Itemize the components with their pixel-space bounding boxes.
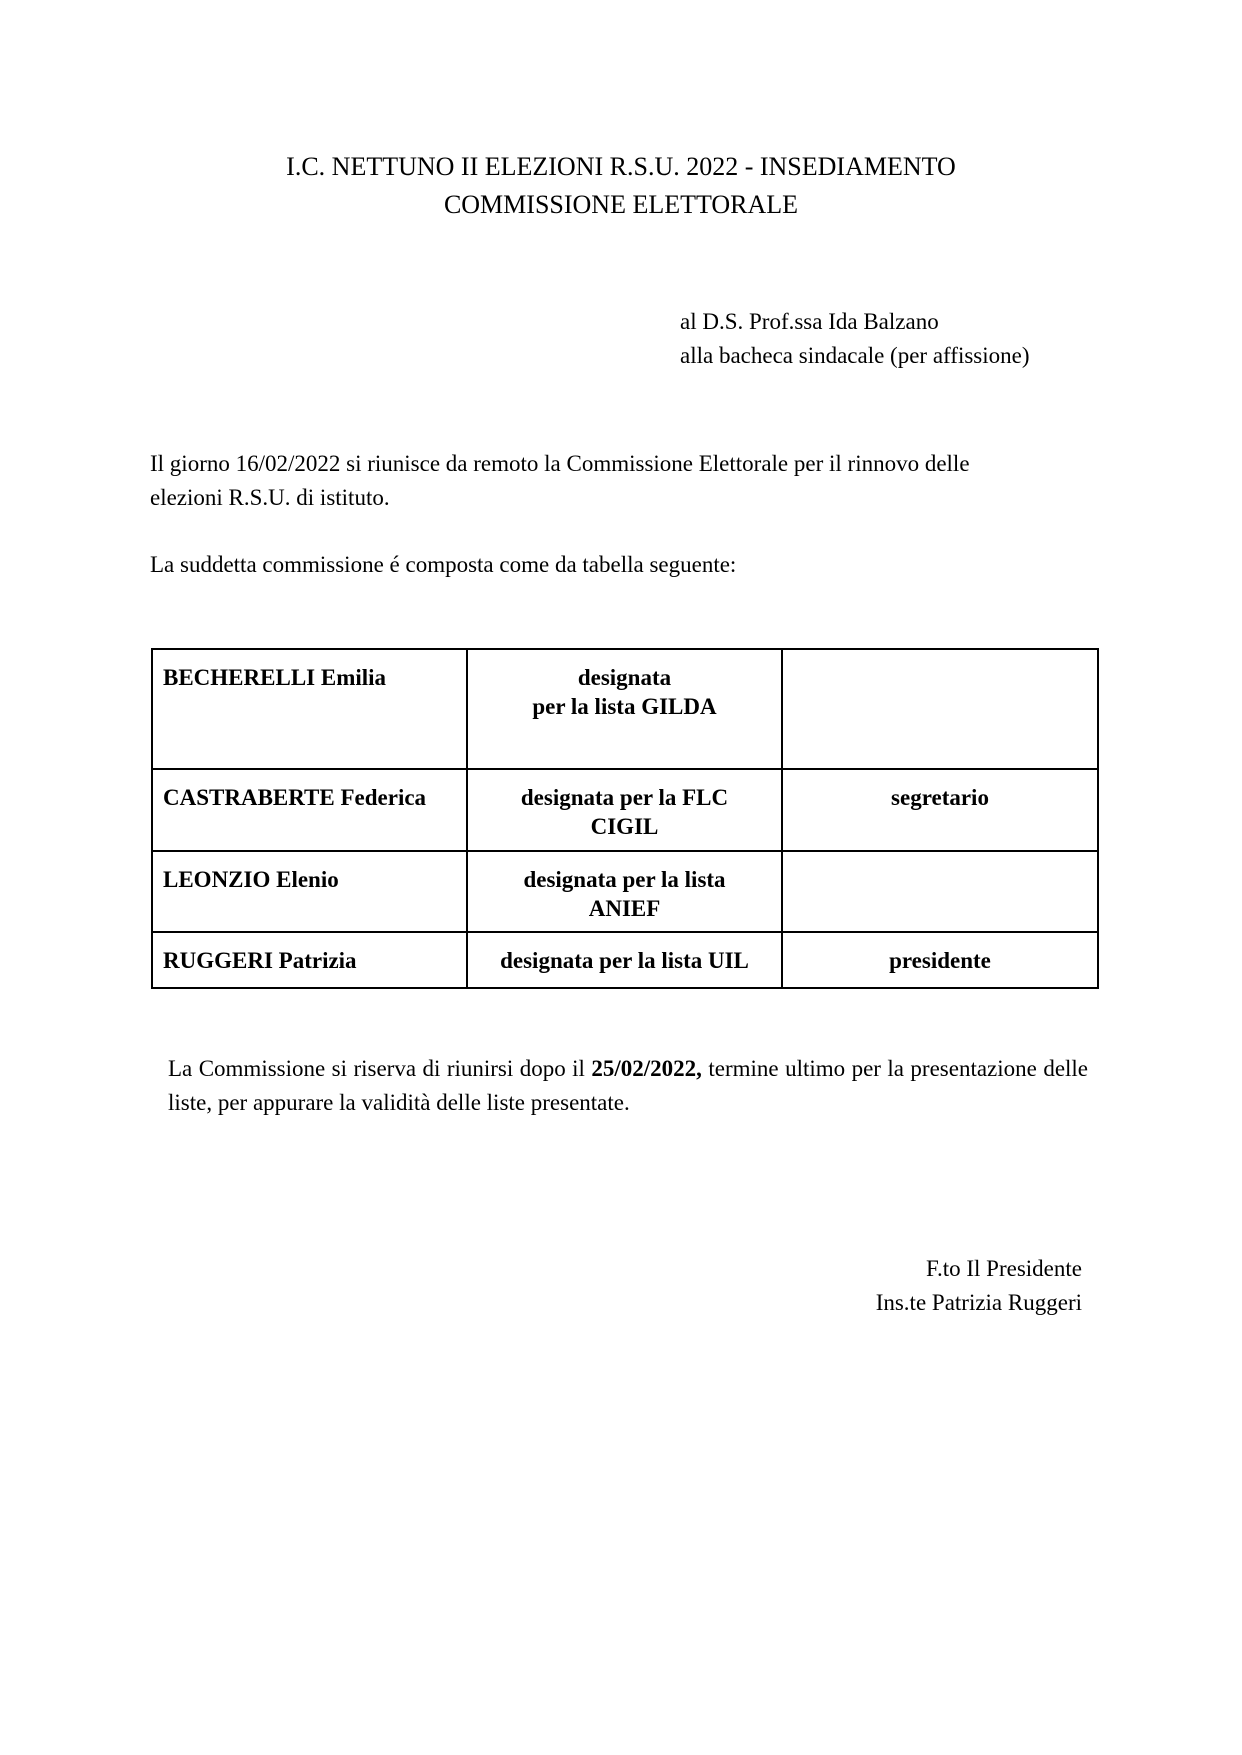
member-designation: [467, 649, 782, 769]
meeting-paragraph: [150, 447, 1110, 515]
signature-line2: Ins.te Patrizia Ruggeri: [875, 1290, 1082, 1315]
deadline-date: 25/02/2022,: [591, 1056, 702, 1081]
closing-paragraph: [168, 1052, 1088, 1120]
member-name: CASTRABERTE Federica: [152, 769, 467, 851]
member-designation: [467, 769, 782, 851]
document-title-line2: COMMISSIONE ELETTORALE: [443, 190, 799, 219]
member-designation: [467, 851, 782, 932]
closing-text-end: termine ultimo per la presentazione delle liste, per appurare la validità delle liste presentate.: [168, 1056, 1089, 1115]
member-name: LEONZIO Elenio: [152, 851, 467, 932]
member-designation: [467, 932, 782, 988]
member-name: RUGGERI Patrizia: [152, 932, 467, 988]
recipient-line1: al D.S. Prof.ssa Ida Balzano: [680, 309, 939, 334]
member-role: segretario: [782, 769, 1098, 851]
member-role: [782, 851, 1098, 932]
member-name: BECHERELLI Emilia: [152, 649, 467, 769]
composition-paragraph: La suddetta commissione é composta come da tabella seguente:: [150, 552, 737, 577]
table-row: [152, 851, 1098, 932]
recipient-line2: alla bacheca sindacale (per affissione): [680, 343, 1030, 368]
member-role: [782, 649, 1098, 769]
document-title: [0, 148, 1242, 224]
designation-line1: designata: [577, 665, 672, 690]
designation-line1: designata per la FLC: [520, 785, 729, 810]
table-row: [152, 649, 1098, 769]
meeting-paragraph-line1: Il giorno 16/02/2022 si riunisce da remoto la Commissione Elettorale per il rinnovo delle: [150, 451, 970, 476]
designation-line1: designata per la lista: [523, 867, 726, 892]
signature-block: [876, 1252, 1082, 1320]
committee-table: [151, 648, 1099, 989]
signature-line1: F.to Il Presidente: [926, 1256, 1082, 1281]
recipients-block: [680, 305, 1030, 373]
designation-line2: ANIEF: [588, 896, 661, 921]
closing-text-start: La Commissione si riserva di riunirsi dopo il: [168, 1056, 592, 1081]
member-role: presidente: [782, 932, 1098, 988]
document-title-line1: I.C. NETTUNO II ELEZIONI R.S.U. 2022 - INSEDIAMENTO: [286, 152, 956, 181]
meeting-paragraph-line2: elezioni R.S.U. di istituto.: [150, 485, 390, 510]
designation-line2: CIGIL: [590, 814, 659, 839]
table-row: [152, 769, 1098, 851]
designation-line2: per la lista GILDA: [532, 694, 717, 719]
table-row: [152, 932, 1098, 988]
designation-line1: designata per la lista UIL: [500, 948, 749, 973]
